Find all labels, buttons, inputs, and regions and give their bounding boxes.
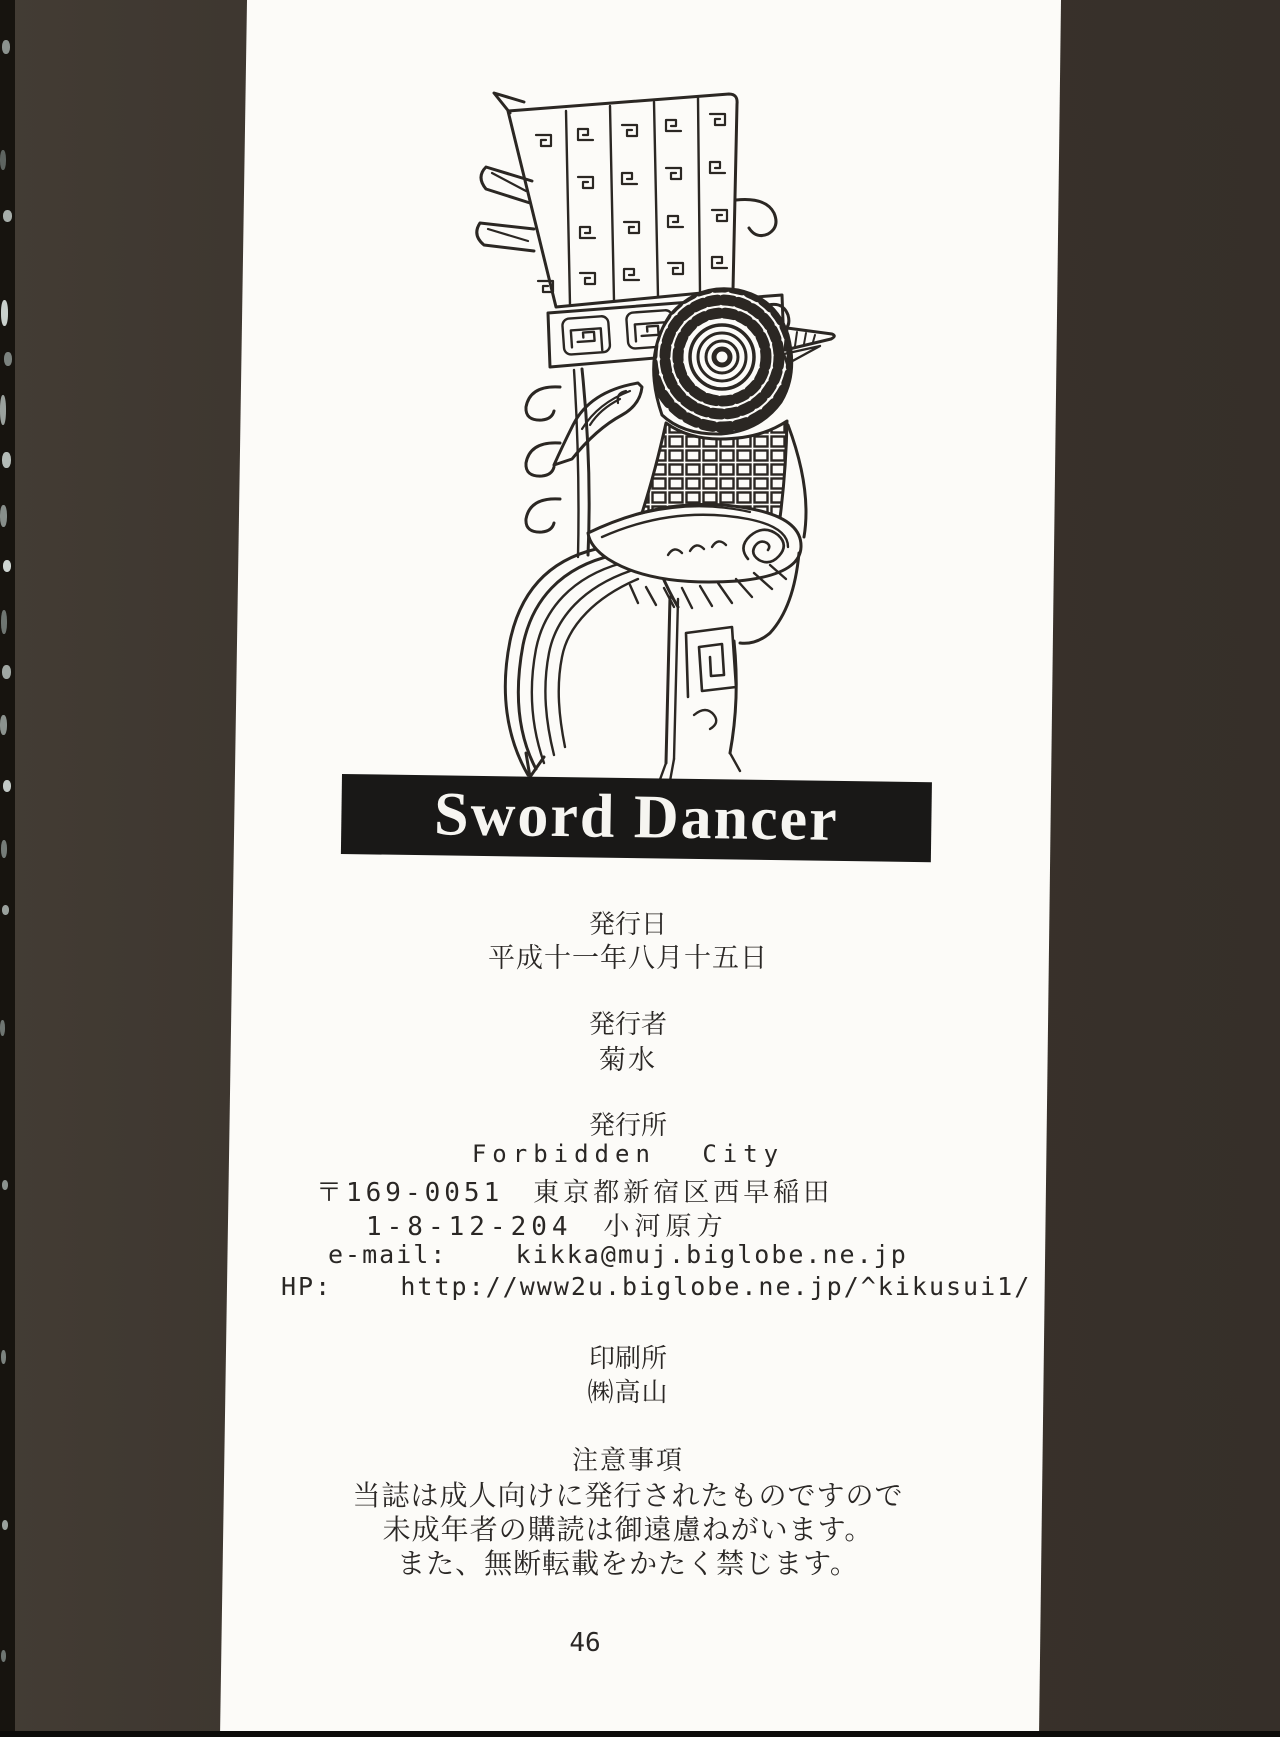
email-line: e-mail: kikka@muj.biglobe.ne.jp (328, 1240, 908, 1269)
heading-publisher: 発行者 (588, 1010, 667, 1039)
printer-name: ㈱高山 (587, 1378, 669, 1407)
address-line-2: 1-8-12-204 小河原方 (366, 1212, 728, 1242)
scan-edge-strip (0, 0, 15, 1737)
notice-line-2: 未成年者の購読は御遠慮ねがいます。 (382, 1515, 874, 1546)
title-banner (341, 774, 932, 862)
page-number: 46 (569, 1628, 601, 1658)
scan-bottom-edge (0, 1731, 1280, 1737)
circle-name: Forbidden City (471, 1140, 785, 1168)
homepage-line: HP: http://www2u.biglobe.ne.jp/^kikusui1/ (281, 1272, 1032, 1301)
heading-publishing-office: 発行所 (588, 1111, 667, 1140)
publisher-name: 菊水 (599, 1045, 657, 1075)
heading-publish-date: 発行日 (588, 910, 667, 939)
address-line-1: 〒169-0051 東京都新宿区西早稲田 (316, 1178, 834, 1208)
doujin-title: Sword Dancer (433, 780, 840, 854)
heading-printer: 印刷所 (588, 1344, 667, 1373)
heading-notice: 注意事項 (571, 1446, 684, 1475)
notice-line-1: 当誌は成人向けに発行されたものですので (352, 1481, 904, 1512)
notice-line-3: また、無断転載をかたく禁じます。 (397, 1549, 859, 1580)
publish-date: 平成十一年八月十五日 (488, 943, 768, 973)
